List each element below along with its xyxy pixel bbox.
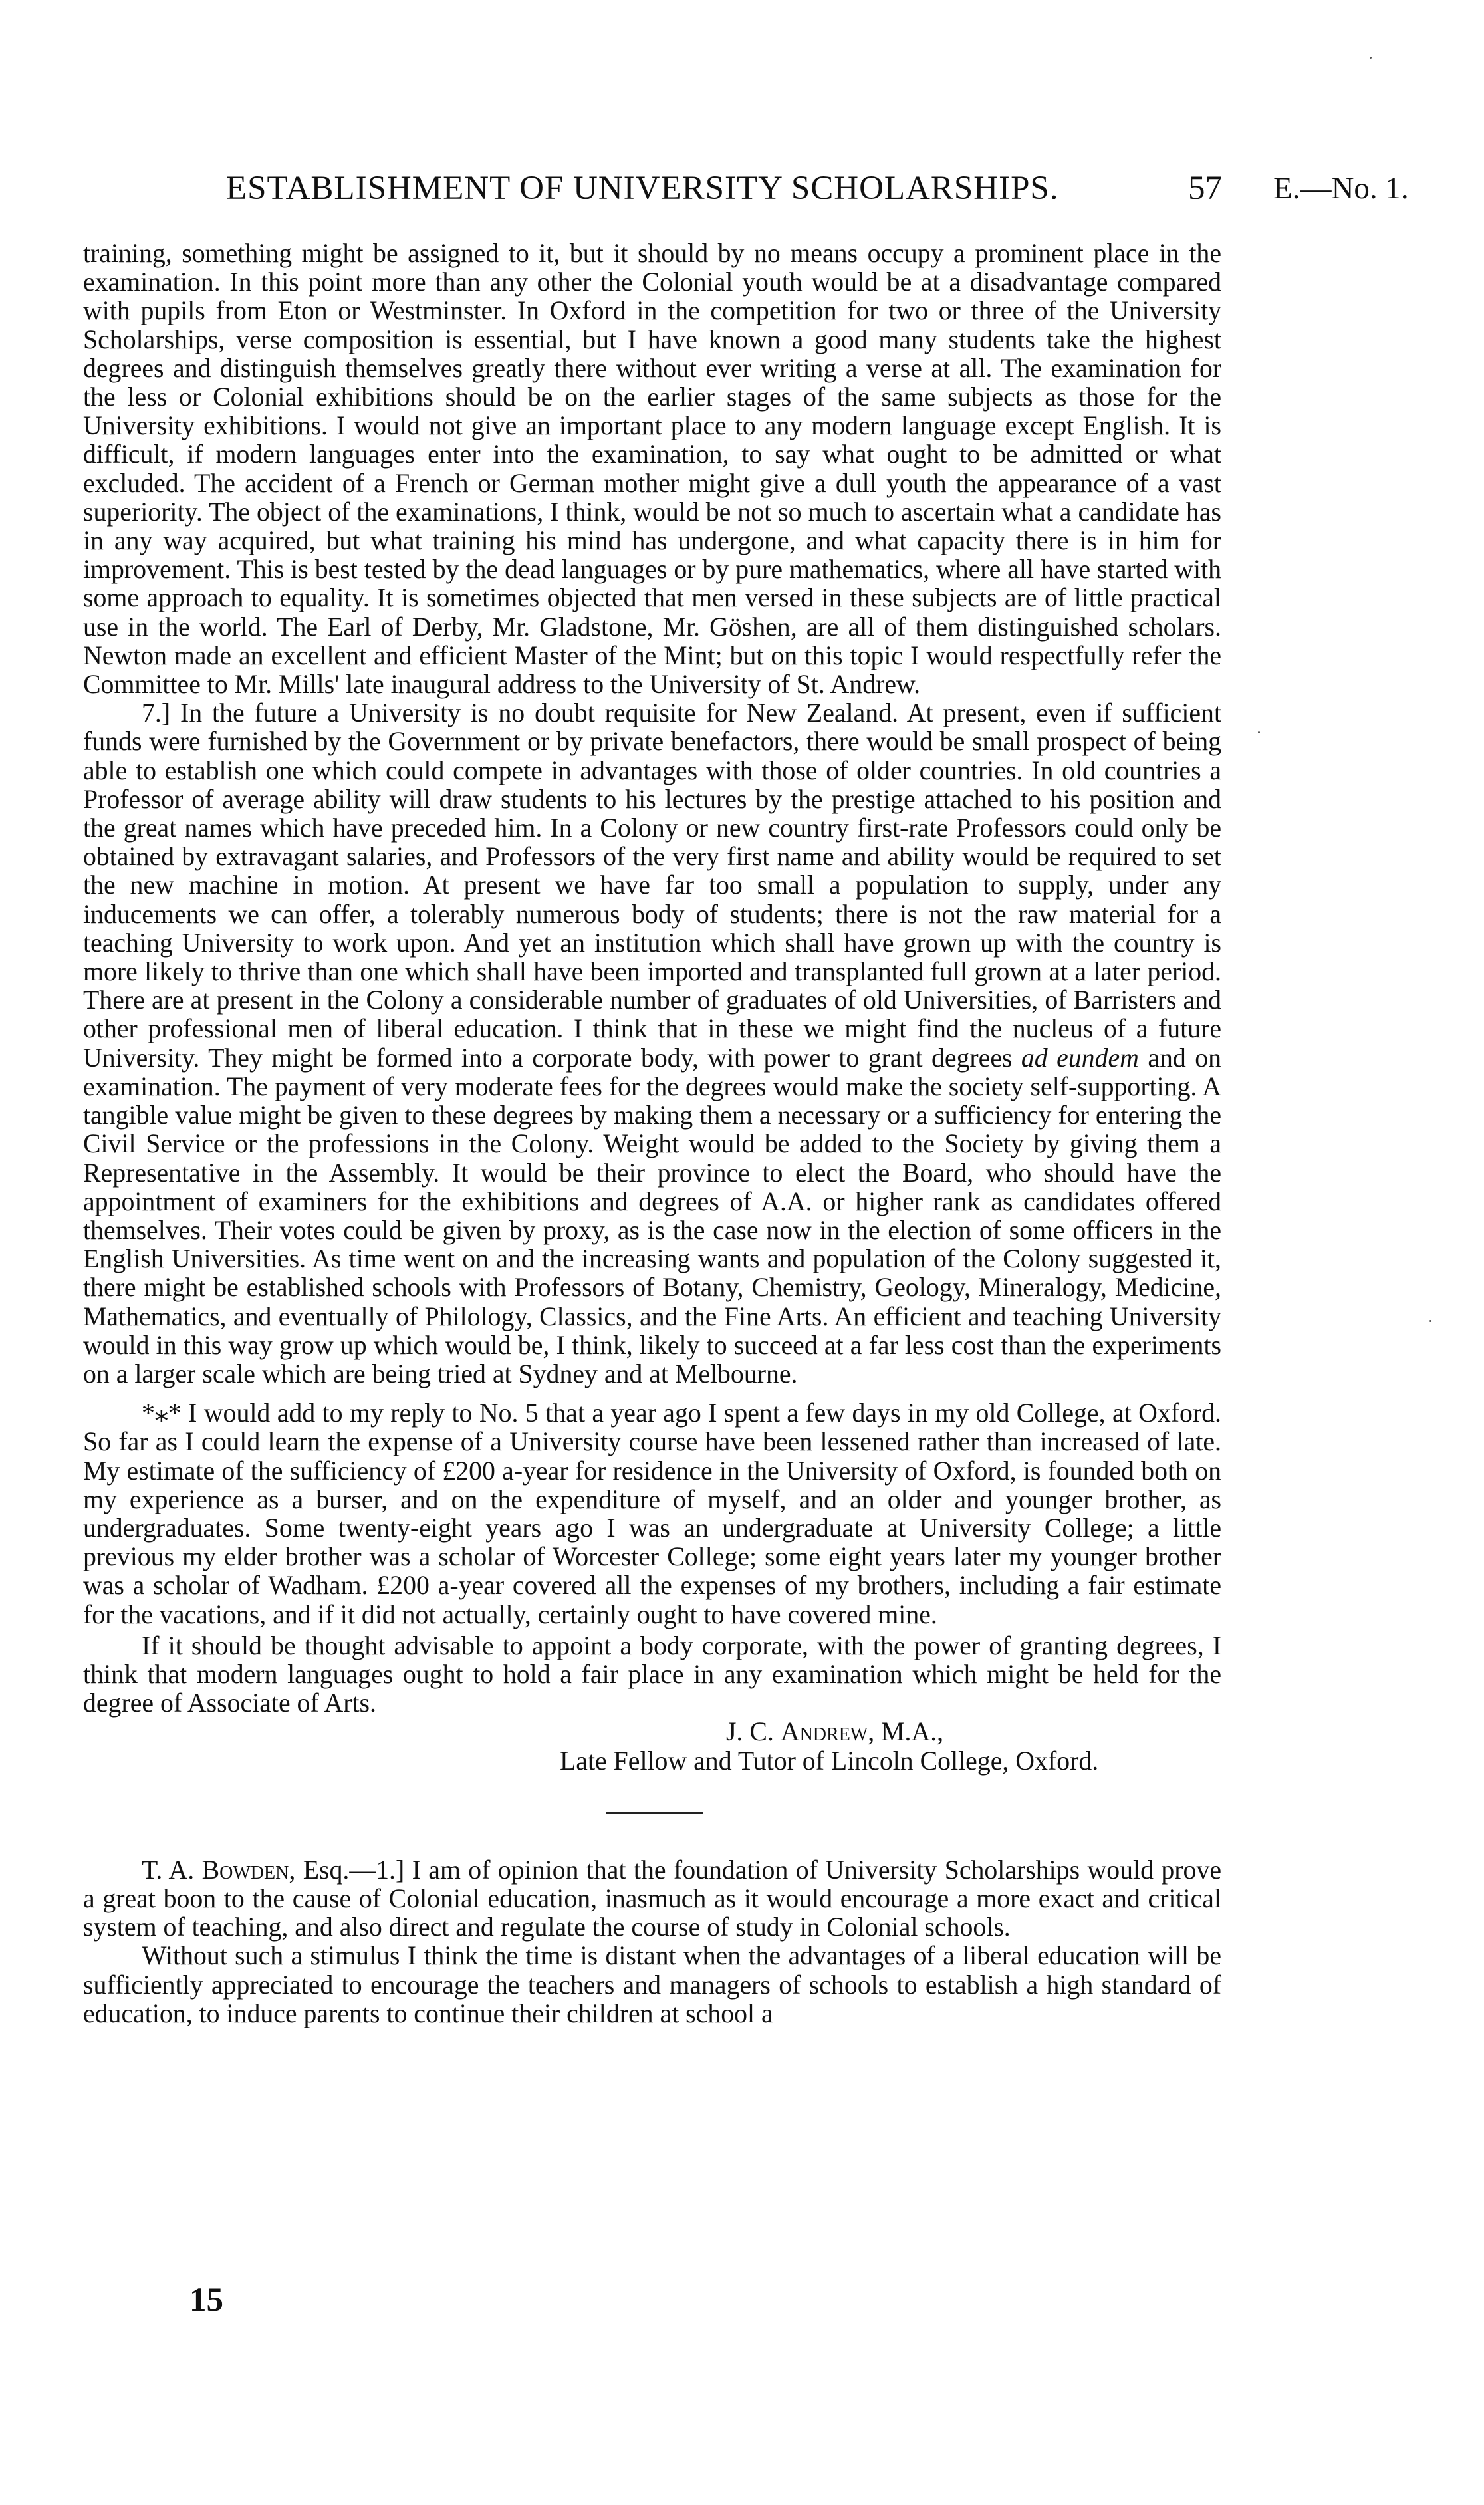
addendum-text: I would add to my reply to No. 5 that a year ago I spent a few days in my old College, at Oxford. So far as I could learn the expense of a University course have been lessened rather than increased of late. My estimate of the sufficiency of £200 a-year for residence in the University of Oxford, is founded both on my experience as a burser, and on the expenditure of myself, and an older and younger brother, as undergraduates. Some twenty-eight years ago I was an undergraduate at University College; a little previous my elder brother was a scholar of Worcester College; some eight years later my younger brother was a scholar of Wadham. £200 a-year covered all the expenses of my brothers, including a fair estimate for the vacations, and if it did not actually, certainly ought to have covered mine. [83, 1398, 1221, 1629]
signature-suffix: , M.A., [868, 1717, 944, 1747]
sheet-signature-mark: 15 [189, 2282, 223, 2319]
asterism-mark: *⁎* [142, 1398, 182, 1428]
signature-title: Late Fellow and Tutor of Lincoln College, Oxford. [560, 1746, 1099, 1776]
signature-surname: Andrew [780, 1717, 868, 1747]
margin-speck [1429, 1320, 1431, 1322]
paragraph-continuation: training, something might be assigned to it, but it should by no means occupy a prominent place in the examination. In this point more than any other the Colonial youth would be at a disadvantage compared with pupils from Eton or Westminster. In Oxford in the competition for two or three of the University Scholarships, verse composition is essential, but I have known a good many students take the highest degrees and distinguish themselves greatly there without ever writing a verse at all. The examination for the less or Colonial exhibitions should be on the earlier stages of the same subjects as those for the University exhibitions. I would not give an important place to any modern language except English. It is difficult, if modern languages enter into the examination, to say what ought to be admitted or what excluded. The accident of a French or German mother might give a dull youth the appearance of a vast superiority. The object of the examinations, I think, would be not so much to ascertain what a candidate has in any way acquired, but what training his mind has undergone, and what capacity there is in him for improvement. This is best tested by the dead languages or by pure mathematics, where all have started with some approach to equality. It is sometimes objected that men versed in these subjects are of little practical use in the world. The Earl of Derby, Mr. Gladstone, Mr. Göshen, are all of them distinguished scholars. Newton made an excellent and efficient Master of the Mint; but on this topic I would respectfully refer the Committee to Mr. Mills' late inaugural address to the University of St. Andrew. [83, 239, 1221, 700]
page-header [0, 169, 1484, 215]
answer-7-text-a: 7.] In the future a University is no doubt requisite for New Zealand. At present, even if sufficient funds were furnished by the Government or by private benefactors, there would be small prospect of being able to establish one which could compete in advantages with those of older countries. In old countries a Professor of average ability will draw students to his lectures by the prestige attached to his position and the great names which have preceded him. In a Colony or new country first-rate Professors could only be obtained by extravagant salaries, and Professors of the very first name and ability would be required to set the new machine in motion. At present we have far too small a population to supply, under any inducements we can offer, a tolerably numerous body of students; there is not the raw material for a teaching University to work upon. And yet an institution which shall have grown up with the country is more likely to thrive than one which shall have been imported and transplanted full grown at a later period. There are at present in the Colony a considerable number of graduates of old Universities, of Barristers and other professional men of liberal education. I think that in these we might find the nucleus of a future University. They might be formed into a corporate body, with power to grant degrees [83, 698, 1221, 1073]
signature-initials: J. C. [726, 1717, 774, 1747]
paragraph-answer-7 [83, 699, 1221, 1388]
page-number: 57 [1188, 170, 1222, 207]
paragraph-stimulus: Without such a stimulus I think the time is distant when the advantages of a liberal education will be sufficiently appreciated to encourage the teachers and managers of schools to establish a high standard of education, to induce parents to continue their children at school a [83, 1941, 1221, 2028]
paragraph-bowden [83, 1856, 1221, 1942]
body-text [83, 239, 1221, 2028]
paper-reference: E.—No. 1. [1273, 171, 1409, 205]
paragraph-body-corporate: If it should be thought advisable to appoint a body corporate, with the power of granting degrees, I think that modern languages ought to hold a fair place in any examination which might be held for the degree of Associate of Arts. [83, 1631, 1221, 1718]
running-title: ESTABLISHMENT OF UNIVERSITY SCHOLARSHIPS. [226, 170, 1059, 207]
paragraph-addendum [83, 1399, 1221, 1629]
signature-name [83, 1718, 1221, 1746]
latin-phrase: ad eundem [1021, 1043, 1139, 1073]
respondent-name: T. A. Bowden [142, 1855, 289, 1885]
answer-7-text-b: and on examination. The payment of very moderate fees for the degrees would make the society self-supporting. A tangible value might be given to these degrees by making them a necessary or a sufficiency for entering the Civil Service or the professions in the Colony. Weight would be added to the Society by giving them a Representative in the Assembly. It would be their province to elect the Board, who should have the appointment of examiners for the exhibitions and degrees of A.A. or higher rank as candidates offered themselves. Their votes could be given by proxy, as is the case now in the election of some officers in the English Universities. As time went on and the increasing wants and population of the Colony suggested it, there might be established schools with Professors of Botany, Chemistry, Geology, Mineralogy, Medicine, Mathematics, and eventually of Philology, Classics, and the Fine Arts. An efficient and teaching University would in this way grow up which would be, I think, likely to succeed at a far less cost than the experiments on a larger scale which are being tried at Sydney and at Melbourne. [83, 1043, 1221, 1388]
bowden-text: , Esq.—1.] I am of opinion that the foundation of University Scholarships would prove a great boon to the cause of Colonial education, inasmuch as it would encourage a more exact and critical system of teaching, and also direct and regulate the course of study in Colonial schools. [83, 1855, 1222, 1942]
margin-speck [1258, 731, 1260, 733]
margin-speck [1370, 57, 1372, 59]
section-divider [606, 1812, 703, 1814]
